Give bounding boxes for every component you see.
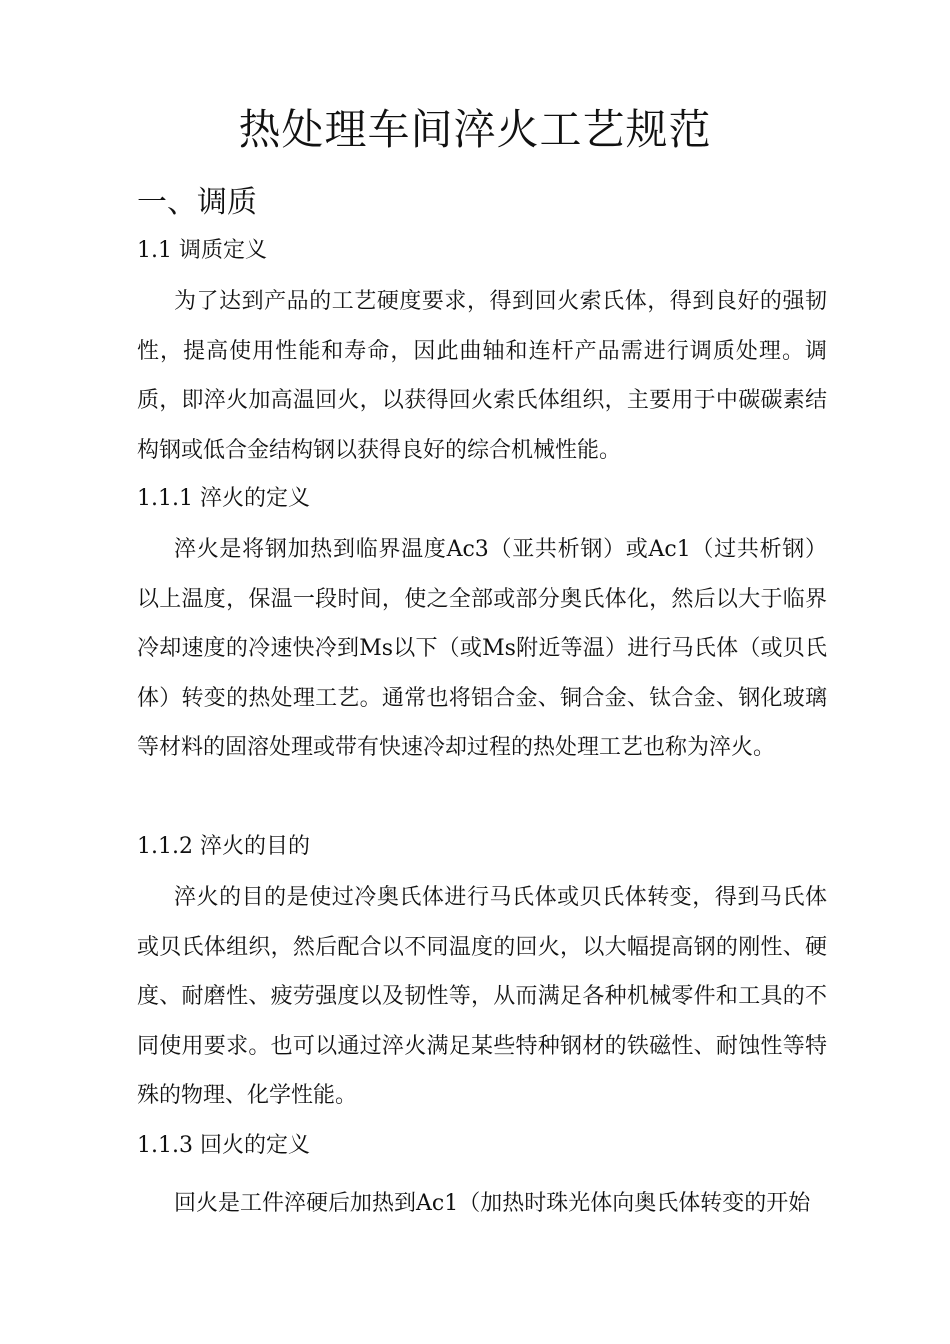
document-title: 热处理车间淬火工艺规范 xyxy=(238,105,712,154)
section-heading-1: 一、调质 xyxy=(137,185,257,220)
subsection-heading-1-1-1: 1.1.1 淬火的定义 xyxy=(137,486,310,511)
paragraph-1-1: 为了达到产品的工艺硬度要求，得到回火索氏体，得到良好的强韧性，提高使用性能和寿命，因此曲轴和连杆产品需进行调质处理。调质，即淬火加高温回火，以获得回火索氏体组织，主要用于中碳碳素结构钢或低合金结构钢以获得良好的综合机械性能。 xyxy=(137,289,827,463)
subsection-heading-1-1-3: 1.1.3 回火的定义 xyxy=(137,1133,310,1158)
paragraph-1-1-2: 淬火的目的是使过冷奥氏体进行马氏体或贝氏体转变，得到马氏体或贝氏体组织，然后配合以不同温度的回火，以大幅提高钢的刚性、硬度、耐磨性、疲劳强度以及韧性等，从而满足各种机械零件和工具的不同使用要求。也可以通过淬火满足某些特种钢材的铁磁性、耐蚀性等特殊的物理、化学性能。 xyxy=(137,885,827,1108)
paragraph-1-1-3: 回火是工件淬硬后加热到Ac1（加热时珠光体向奥氏体转变的开始 xyxy=(174,1191,811,1216)
subsection-heading-1-1-2: 1.1.2 淬火的目的 xyxy=(137,834,310,859)
paragraph-1-1-1: 淬火是将钢加热到临界温度Ac3（亚共析钢）或Ac1（过共析钢）以上温度，保温一段时间，使之全部或部分奥氏体化，然后以大于临界冷却速度的冷速快冷到Ms以下（或Ms附近等温）进行马氏体（或贝氏体）转变的热处理工艺。通常也将铝合金、铜合金、钛合金、钢化玻璃等材料的固溶处理或带有快速冷却过程的热处理工艺也称为淬火。 xyxy=(137,537,827,760)
subsection-heading-1-1: 1.1 调质定义 xyxy=(137,238,267,263)
